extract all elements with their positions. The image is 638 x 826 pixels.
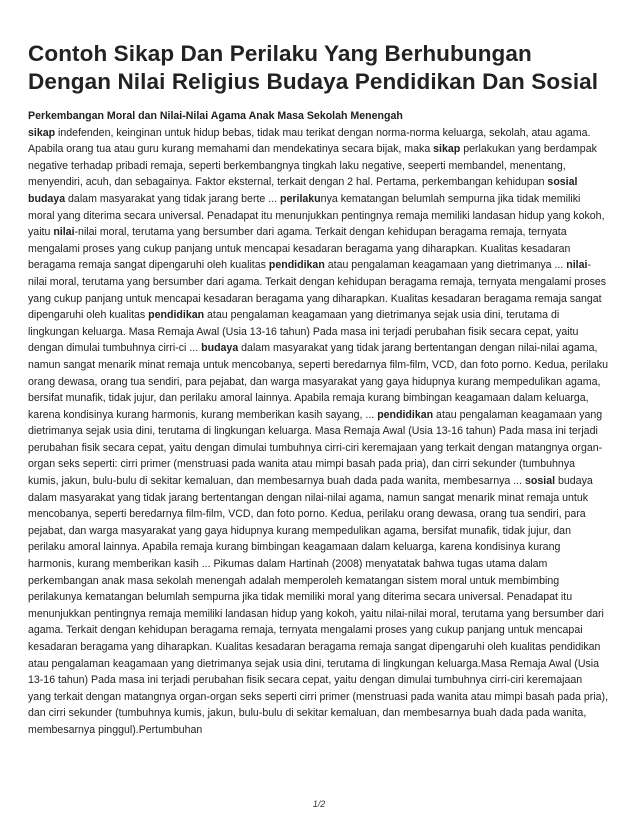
body-text-segment: dalam masyarakat yang tidak jarang berte ... (65, 192, 281, 205)
keyword-highlight: nilai (566, 259, 588, 272)
body-text-segment: atau pengalaman keagamaan yang dietrimanya ... (324, 259, 567, 272)
body-paragraph (28, 125, 608, 739)
keyword-highlight: sikap (433, 143, 461, 156)
body-text-segment: -nilai moral, terutama yang bersumber dari agama. Terkait dengan kehidupan beragama remaja, ternyata mengalami proses yang cukup panjang untuk mencapai kesadaran beragama yang diharapkan. Kualitas kesadaran beragama remaja sangat dipengaruhi oleh kualitas (28, 259, 607, 322)
section-subtitle: Perkembangan Moral dan Nilai-Nilai Agama Anak Masa Sekolah Menengah (28, 110, 403, 122)
keyword-highlight: sosial budaya (28, 176, 578, 205)
body-text-segment: atau pengalaman keagamaan yang dietrimanya sejak usia dini, terutama di lingkungan keluarga. Masa Remaja Awal (Usia 13-16 tahun) Pada masa ini terjadi perubahan fisik secara cepat, yaitu dengan dimulai tumbuhnya cirri-ci ... (28, 309, 579, 355)
keyword-highlight: sikap (28, 126, 56, 139)
keyword-highlight: pendidikan (148, 309, 205, 322)
keyword-highlight: nilai (53, 226, 75, 239)
body-text-segment: budaya dalam masyarakat yang tidak jarang bertentangan dengan nilai-nilai agama, namun sangat menarik minat remaja untuk mencobanya, seperti beredarnya film-film, VCD, dan foto porno. Kedua, perilaku orang dewasa, orang tua sendiri, para pejabat, dan warga masyarakat yang gaya hidupnya kurang mempedulikan agama, bersifat munafik, tidak jujur, dan perilaku amoral lainnya. Apabila remaja kurang bimbingan keagamaan dalam keluarga, karena kondisinya kurang harmonis, kurang memberikan kasih ... Pikumas dalam Hartinah (2008) menyatatak bahwa tugas utama dalam perkembangan anak masa sekolah menengah adalah memperoleh kematangan sistem moral untuk membimbing perilakunya kematangan belumlah sempurna jika tidak memiliki moral yang diterima secara universal. Penadapat itu menunjukkan pentingnya remaja memiliki landasan hidup yang kokoh, yaitu nilai-nilai moral, terutama yang bersumber dari agama. Terkait dengan kehidupan beragama remaja, ternyata mengalami proses yang cukup panjang untuk mencapai kesadaran beragama yang diharapkan. Kualitas kesadaran beragama remaja sangat dipengaruhi oleh kualitas pendidikan atau pengalaman keagamaan yang dietrimanya sejak usia dini, terutama di lingkungan keluarga.Masa Remaja Awal (Usia 13-16 tahun) Pada masa ini terjadi perubahan fisik secara cepat, yaitu dengan dimulai tumbuhnya cirri-ciri keremajaan yang terkait dengan matangnya organ-organ seks seperti cirri primer (menstruasi pada wanita atau mimpi basah pada pria), dan cirri sekunder (tumbuhnya kumis, jakun, bulu-bulu di sekitar kemaluan, dan membesarnya buah dada pada wanita, membesarnya pinggul).Pertumbuhan (28, 475, 609, 736)
document-title: Contoh Sikap Dan Perilaku Yang Berhubungan Dengan Nilai Religius Budaya Pendidikan Dan Sosial (28, 41, 599, 94)
body-text-segment: dalam masyarakat yang tidak jarang bertentangan dengan nilai-nilai agama, namun sangat menarik minat remaja untuk mencobanya, seperti beredarnya film-film, VCD, dan foto porno. Kedua, perilaku orang dewasa, orang tua sendiri, para pejabat, dan warga masyarakat yang gaya hidupnya kurang mempedulikan agama, bersifat munafik, tidak jujur, dan perilaku amoral lainnya. Apabila remaja kurang bimbingan keagamaan dalam keluarga, karena kondisinya kurang harmonis, kurang memberikan kasih sayang, ... (28, 342, 609, 421)
keyword-highlight: pendidikan (268, 259, 325, 272)
body-text-segment: -nilai moral, terutama yang bersumber dari agama. Terkait dengan kehidupan beragama remaja, ternyata mengalami proses yang cukup panjang untuk mencapai kesadaran beragama yang diharapkan. Kualitas kesadaran beragama remaja sangat dipengaruhi oleh kualitas (28, 226, 571, 272)
body-text-segment: perlakukan yang berdampak negative terhadap pribadi remaja, seperti berkembangnya tingkah laku negative, seeperti membandel, menentang, menyendiri, acuh, dan sebagainya. Faktor eksternal, terkait dengan 2 hal. Pertama, perkembangan kehidupan (28, 143, 597, 189)
body-text-segment: indefenden, keinginan untuk hidup bebas, tidak mau terikat dengan norma-norma keluarga, sekolah, atau agama. Apabila orang tua atau guru kurang memahami dan mendekatinya secara bijak, maka (28, 126, 591, 156)
keyword-highlight: budaya (201, 342, 239, 355)
keyword-highlight: pendidikan (377, 408, 434, 421)
body-text-segment: nya kematangan belumlah sempurna jika tidak memiliki moral yang diterima secara universal. Penadapat itu menunjukkan pentingnya remaja memiliki landasan hidup yang kokoh, yaitu (28, 192, 605, 239)
keyword-highlight: sosial (525, 475, 556, 488)
page-number: 1/2 (312, 799, 326, 809)
keyword-highlight: perilaku (280, 192, 321, 205)
body-text-segment: atau pengalaman keagamaan yang dietrimanya sejak usia dini, terutama di lingkungan keluarga. Masa Remaja Awal (Usia 13-16 tahun) Pada masa ini terjadi perubahan fisik secara cepat, yaitu dengan dimulai tumbuhnya cirri-ciri keremajaan yang terkait dengan matangnya organ-organ seks seperti: cirri primer (menstruasi pada wanita atau mimpi basah pada pria), dan cirri sekunder (tumbuhnya kumis, jakun, bulu-bulu di sekitar kemaluan, dan membesarnya buah dada pada wanita, membesarnya ... (28, 408, 603, 488)
